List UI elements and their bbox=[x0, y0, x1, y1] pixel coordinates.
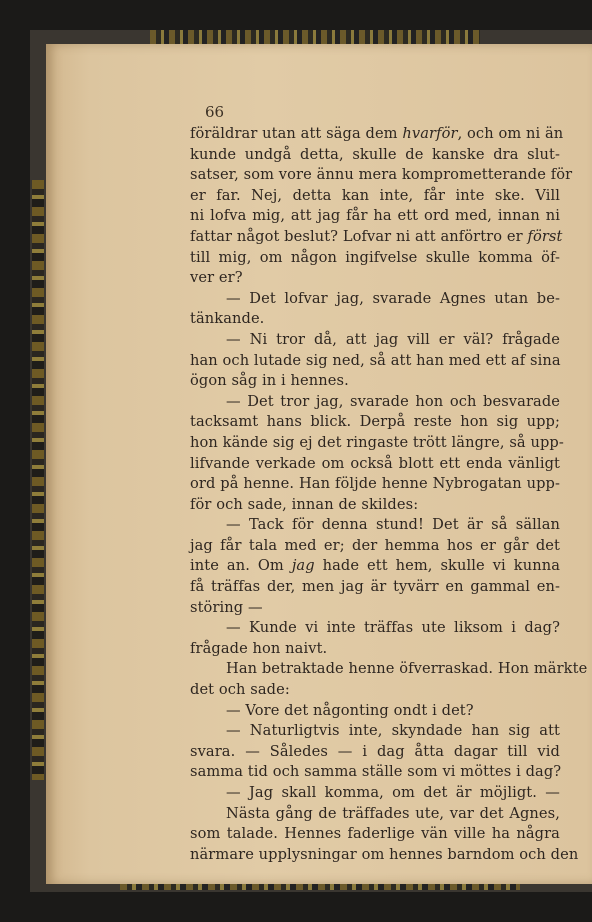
text-line bbox=[190, 639, 560, 660]
text-line bbox=[190, 536, 560, 557]
text-line bbox=[190, 762, 560, 783]
text-line-main: svara. — Således — i dag åtta dagar till vid bbox=[190, 742, 560, 760]
text-line-main: — Det lofvar jag, svarade Agnes utan be- bbox=[226, 289, 560, 307]
text-line bbox=[190, 165, 573, 186]
text-line bbox=[190, 783, 560, 804]
text-line-tail: , och om ni än bbox=[457, 125, 564, 142]
text-line bbox=[190, 454, 560, 475]
text-line-main: — Tack för denna stund! Det är så sällan bbox=[226, 516, 560, 534]
text-line-main: samma tid och samma ställe som vi möttes i dag? bbox=[190, 763, 562, 781]
text-line-main: fattar något beslut? Lofvar ni att anförtro er bbox=[190, 227, 528, 245]
text-line-main: — Vore det någonting ondt i det? bbox=[226, 701, 474, 719]
text-line bbox=[190, 659, 588, 680]
text-line-main: — Jag skall komma, om det är möjligt. — bbox=[226, 784, 560, 801]
text-line-main: — Ni tror då, att jag vill er väl? frågade bbox=[226, 330, 560, 348]
text-line-emphasis: hvarför bbox=[402, 125, 458, 142]
text-line-main: ni lofva mig, att jag får ha ett ord med, innan ni bbox=[190, 207, 560, 225]
text-line-main: — Kunde vi inte träffas ute liksom i dag? bbox=[226, 619, 560, 637]
text-line-main: få träffas der, men jag är tyvärr en gammal en- bbox=[190, 578, 560, 596]
text-line bbox=[190, 268, 560, 289]
text-line-main: föräldrar utan att säga dem bbox=[190, 125, 403, 142]
text-line-main: hon kände sig ej det ringaste trött längre, så upp- bbox=[190, 433, 564, 451]
text-line-main: tänkande. bbox=[190, 310, 265, 328]
text-line-main: störing — bbox=[190, 598, 263, 616]
text-line bbox=[190, 433, 564, 454]
text-line bbox=[190, 248, 560, 269]
text-line-main: inte an. Om bbox=[190, 557, 292, 575]
text-line bbox=[190, 824, 560, 845]
text-line bbox=[190, 577, 560, 598]
text-line-main: han och lutade sig ned, så att han med ett af sina bbox=[190, 351, 561, 369]
text-line bbox=[190, 289, 560, 310]
page-text bbox=[190, 124, 588, 865]
text-line bbox=[190, 371, 560, 392]
text-line bbox=[190, 227, 563, 248]
page-number: 66 bbox=[205, 103, 225, 121]
text-line-main: närmare upplysningar om hennes barndom och den bbox=[190, 845, 579, 863]
text-line-main: frågade hon naivt. bbox=[190, 639, 328, 657]
text-line-main: — Naturligtvis inte, skyndade han sig att bbox=[226, 722, 560, 740]
text-line-main: ver er? bbox=[190, 269, 243, 287]
text-line bbox=[190, 721, 560, 742]
text-line bbox=[190, 742, 560, 763]
text-line-main: Han betraktade henne öfverraskad. Hon märkte bbox=[226, 660, 588, 678]
text-line-main: ögon såg in i hennes. bbox=[190, 372, 349, 390]
text-line bbox=[190, 145, 560, 166]
text-line bbox=[190, 680, 560, 701]
text-line-main: ord på henne. Han följde henne Nybrogatan upp- bbox=[190, 475, 560, 493]
text-line bbox=[190, 701, 560, 722]
text-line bbox=[190, 330, 560, 351]
text-line bbox=[190, 124, 564, 145]
marbled-edge-top bbox=[150, 30, 480, 44]
text-line-emphasis: först bbox=[527, 227, 563, 245]
text-line bbox=[190, 618, 560, 639]
text-line-main: lifvande verkade om också blott ett enda vänligt bbox=[190, 454, 560, 472]
text-line bbox=[190, 556, 560, 577]
text-line-main: för och sade, innan de skildes: bbox=[190, 495, 419, 513]
text-line bbox=[190, 804, 560, 825]
text-line-main: er far. Nej, detta kan inte, får inte ske. Vill bbox=[190, 186, 560, 204]
text-line-main: satser, som vore ännu mera komprometterande för bbox=[190, 166, 573, 184]
text-line bbox=[190, 845, 579, 866]
text-line bbox=[190, 598, 560, 619]
text-line-main: som talade. Hennes faderlige vän ville ha några bbox=[190, 825, 560, 843]
text-line bbox=[190, 206, 560, 227]
text-line bbox=[190, 351, 560, 372]
text-line-main: jag får tala med er; der hemma hos er går det bbox=[190, 536, 560, 554]
text-line-main: kunde undgå detta, skulle de kanske dra slut- bbox=[190, 145, 560, 163]
text-line-main: det och sade: bbox=[190, 681, 290, 699]
text-line-emphasis: jag bbox=[291, 557, 315, 575]
text-line bbox=[190, 412, 560, 433]
text-line-main: tacksamt hans blick. Derpå reste hon sig upp; bbox=[190, 413, 560, 431]
text-line bbox=[190, 392, 560, 413]
text-line-tail: hade ett hem, skulle vi kunna bbox=[314, 557, 560, 575]
text-line bbox=[190, 309, 560, 330]
text-line-main: — Det tror jag, svarade hon och besvarade bbox=[226, 392, 560, 410]
text-line bbox=[190, 186, 560, 207]
text-line bbox=[190, 515, 560, 536]
text-line bbox=[190, 474, 560, 495]
marbled-edge-left bbox=[32, 180, 44, 780]
text-line bbox=[190, 495, 560, 516]
text-line-main: till mig, om någon ingifvelse skulle komma öf- bbox=[190, 248, 560, 266]
text-line-main: Nästa gång de träffades ute, var det Agnes, bbox=[226, 804, 560, 822]
